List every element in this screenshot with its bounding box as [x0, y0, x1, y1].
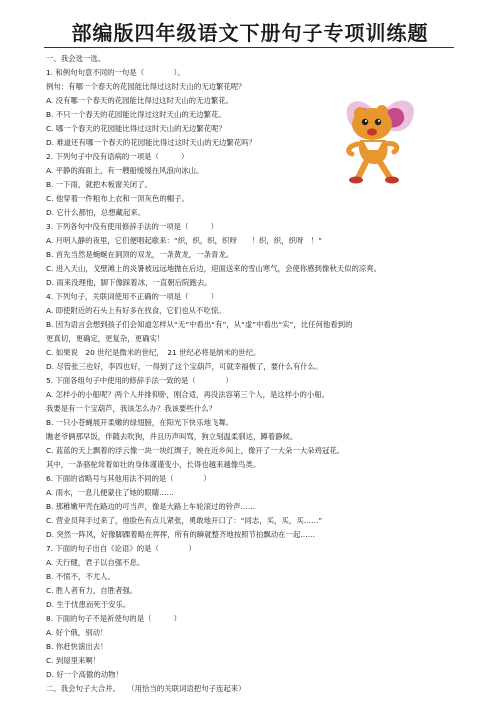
- text-line: 2. 下列句子中没有语病的一项是（ ）: [46, 152, 189, 161]
- text-line: B. 因为语言会想到孩子们会知道怎样从“无”中看出“有”，从“虚”中看出“实”，比任何他看到的: [46, 320, 353, 329]
- text-line: A. 天行健，君子以自强不息。: [46, 558, 145, 567]
- text-line: C. 胜人者有力，自胜者强。: [46, 586, 138, 595]
- text-line: 瞧老爷俩那早饭，伴随去吹狗，并且历声叫骂，狗立刻温柔驯达，蹲着静候。: [46, 432, 298, 441]
- text-line: A. 月明人静的夜里，它们便唱起歌来：“织，织，织，织呀 ！织，织，织呀 ！”: [46, 236, 322, 245]
- text-line: D. 它什么都怕，总想藏起来。: [46, 208, 146, 217]
- text-line: D. 尽管张三也好，李四也好，一得到了这个宝葫芦，可就幸福极了，要什么有什么。: [46, 362, 323, 371]
- text-line: D. 雨来没理他，脚下像踩着冰，一直朝后院跑去。: [46, 278, 212, 287]
- text-line: 8. 下面的句子不是祈使句的是（ ）: [46, 614, 182, 623]
- text-line: 7. 下面的句子出自《论语》的是（ ）: [46, 544, 196, 553]
- question-list: [46, 52, 466, 710]
- text-line: A. 好个俄，别动！: [46, 628, 108, 637]
- text-line: A. 雨水，一息儿便蒙住了她的眼睛……: [46, 488, 174, 497]
- text-line: C. 进入天山，戈壁滩上的炎暑被远远地抛在后边，迎面送来的雪山寒气，会使你感到像秋天似的凉爽。: [46, 264, 382, 273]
- text-line: D. 好一个高傲的动物！: [46, 670, 123, 679]
- text-line: B. 一下雨，就把木板窗关闭了。: [46, 180, 152, 189]
- text-line: 我要是有一个宝葫芦，我该怎么办？我该要些什么？: [46, 404, 216, 413]
- section-heading: 一、我会选一选。: [46, 54, 106, 63]
- text-line: 4. 下列句子，关联词使用不正确的一项是（ ）: [46, 292, 218, 301]
- text-line: D. 生于忧患而死于安乐。: [46, 600, 131, 609]
- text-line: C. 如果说 20 世纪是微米的世纪， 21 世纪必将是纳米的世纪。: [46, 348, 261, 357]
- text-line: B. 不只一个春天的花园能比得过这时天山的无边繁花。: [46, 110, 226, 119]
- text-line: C. 哪一个春天的花园能比得过这时天山的无边繁花呢？: [46, 124, 226, 133]
- text-line: C. 蓝蓝的天上飘着的浮云像一块一块红绸子，映在近乡间上，像开了一大朵一大朵鸡冠花。: [46, 446, 345, 455]
- text-line: A. 平静的海面上，有一艘船缓缓在风浪向冰山。: [46, 166, 204, 175]
- text-line: D. 突然一阵风，好像脚踝着略在挥挥，所有的瞬就整齐地按照节拍飘动在一起……: [46, 530, 316, 539]
- text-line: 6. 下面的省略号与其他用法不同的是（ ）: [46, 474, 211, 483]
- text-line: 例句：有哪一个春天的花园能比得过这时天山的无边繁花呢？: [46, 82, 246, 91]
- text-line: 1. 和例句句意不同的一句是（ ）。: [46, 68, 185, 77]
- text-line: C. 营业员拜手过来了，他脸色有点儿紧张，勇敢地开口了：“同志，买，买，买……”: [46, 516, 323, 525]
- text-line: A. 没有哪一个春天的花园能比得过这时天山的无边繁花。: [46, 96, 234, 105]
- text-line: 5. 下面各组句子中使用的修辞手法一致的是（ ）: [46, 376, 233, 385]
- title-divider: [44, 47, 454, 48]
- text-line: 二、我会句子大合并。 （用恰当的关联词语把句子连起来）: [46, 684, 246, 693]
- text-line: 3. 下列各句中没有使用修辞手法的一项是（ ）: [46, 222, 218, 231]
- text-line: A. 怎样小的小船呢？两个人并排仰卧，刚合适，再没法容第三个人，是这样小的小船。: [46, 390, 330, 399]
- text-line: 其中，一条骆驼耸着如壮的身体谨谨变小，长得也越来越像鸟类。: [46, 460, 261, 469]
- text-line: A. 即使附近的石头上有好多在找食，它们也从不吃惊。: [46, 306, 226, 315]
- text-line: 更真切，更确定，更复杂，更确实！: [46, 334, 165, 343]
- text-line: B. 不愤不，不尤人。: [46, 572, 115, 581]
- text-line: B. 你赶快演出去！: [46, 642, 108, 651]
- text-line: D. 难道还有哪一个春天的花园能比得过这时天山的无边繁花吗？: [46, 138, 256, 147]
- text-line: C. 他穿着一件粗布上衣和一顶灰色的帽子。: [46, 194, 189, 203]
- page-title: 部编版四年级语文下册句子专项训练题: [71, 21, 429, 45]
- text-line: B. 一只小苍蝇展开柔嫩的绿翅膀，在阳光下快乐地飞舞。: [46, 418, 234, 427]
- text-line: C. 到屋里来啊！: [46, 656, 101, 665]
- text-line: B. 首先当然是蜿蜒在洞顶的双龙，一条黄龙，一条青龙。: [46, 250, 234, 259]
- text-line: B. 那稚嫩甲壳在路边的可当声，像是大路上车轮滚过的铃声……: [46, 502, 256, 511]
